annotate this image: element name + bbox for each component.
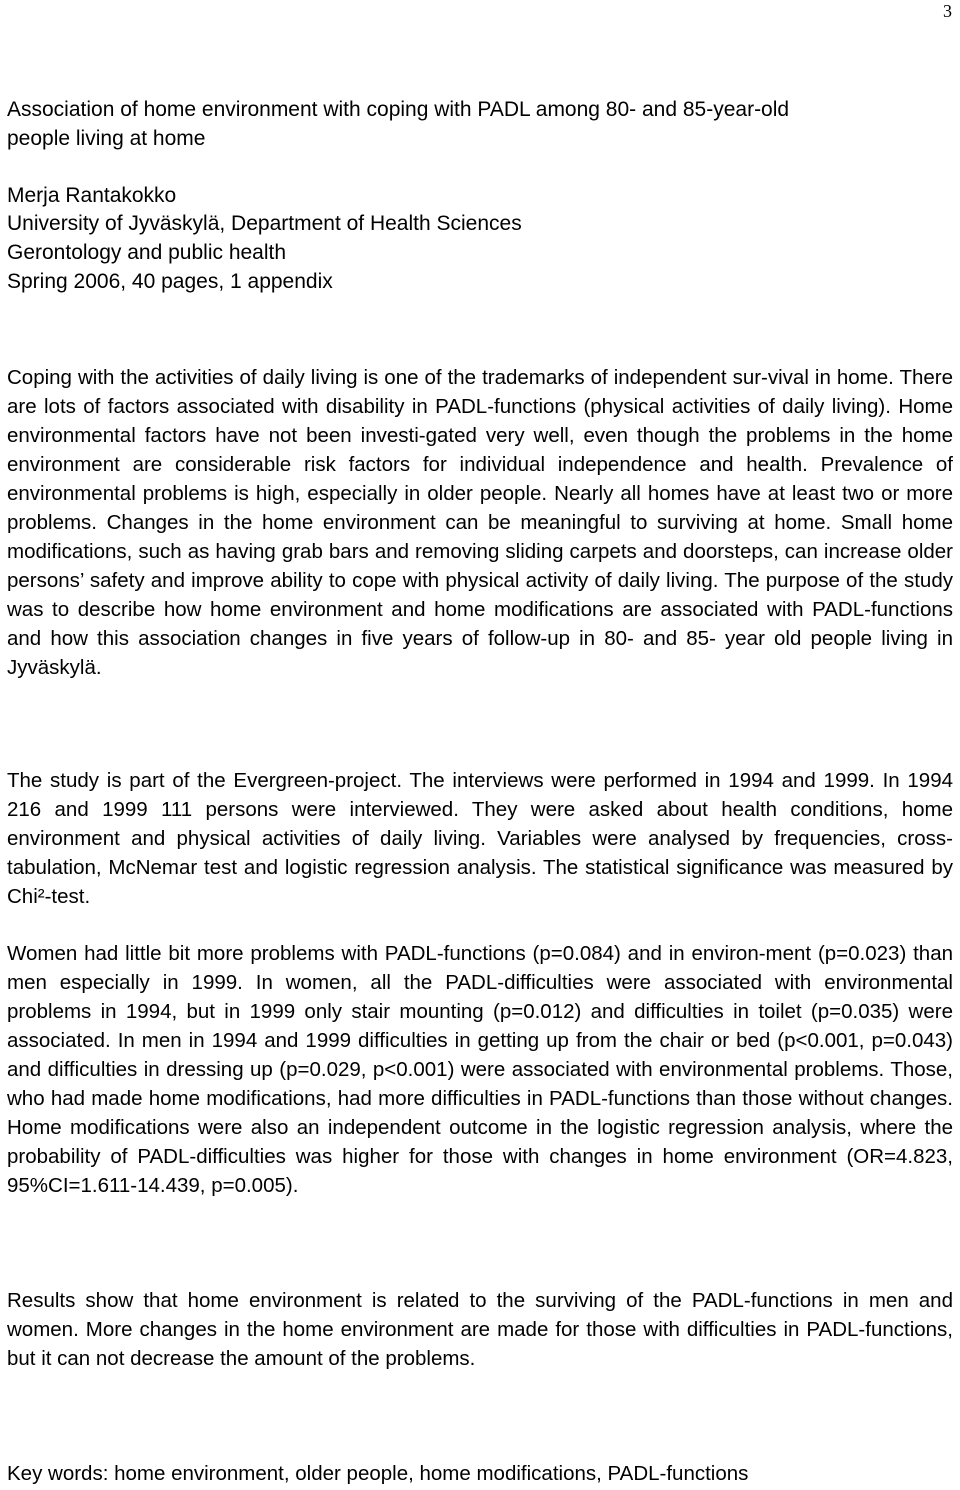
abstract-paragraph-2: The study is part of the Evergreen-project. The interviews were performed in 1994 and 1999. In 1994 216 and 1999 111 persons were interviewed. They were asked about health conditions, home environment and physical activities of daily living. Variables were analysed by frequencies, cross-tabulation, McNemar test and logistic regression analysis. The statistical significance was measured by Chi²-test. [7,769,953,908]
abstract-paragraph-3: Women had little bit more problems with PADL-functions (p=0.084) and in environ-ment (p=0.023) than men especially in 1999. In women, all the PADL-difficulties were associated with environmental problems in 1994, but in 1999 only stair mounting (p=0.012) and difficulties in toilet (p=0.035) were associated. In men in 1994 and 1999 difficulties in getting up from the chair or bed (p<0.001, p=0.043) and difficulties in dressing up (p=0.029, p<0.001) were associated with environmental problems. Those, who had made home modifications, had more difficulties in PADL-functions than those without changes. Home modifications were also an independent outcome in the logistic regression analysis, where the probability of PADL-difficulties was higher for those with changes in home environment (OR=4.823, 95%CI=1.611-14.439, p=0.005). [7,942,953,1197]
author-name: Merja Rantakokko [7,183,177,207]
abstract-paragraph-1: Coping with the activities of daily living is one of the trademarks of independent sur-vival in home. There are lots of factors associated with disability in PADL-functions (physical activities of daily living). Home environmental factors have not been investi-gated very well, even though the problems in the home environment are considerable risk factors for individual independence and health. Prevalence of environmental problems is high, especially in older people. Nearly all homes have at least two or more problems. Changes in the home environment can be meaningful to surviving at home. Small home modifications, such as having grab bars and removing sliding carpets and doorsteps, can increase older persons’ safety and improve ability to cope with physical activity of daily living. The purpose of the study was to describe how home environment and home modifications are associated with PADL-functions and how this association changes in five years of follow-up in 80- and 85- year old people living in Jyväskylä. [7,366,953,679]
title-line-1: Association of home environment with coping with PADL among 80- and 85-year-old [7,98,790,121]
document-header [7,96,953,296]
thesis-details: Spring 2006, 40 pages, 1 appendix [7,269,333,293]
page-number: 3 [943,1,952,21]
title-line-2: people living at home [7,126,206,150]
header-spacer [7,153,953,182]
abstract-paragraph-4: Results show that home environment is related to the surviving of the PADL-functions in men and women. More changes in the home environment are made for those with difficulties in PADL-functions, but it can not decrease the amount of the problems. [7,1289,953,1370]
subject: Gerontology and public health [7,240,287,264]
affiliation: University of Jyväskylä, Department of Health Sciences [7,212,522,236]
keywords: Key words: home environment, older people, home modifications, PADL-functions [7,1462,749,1485]
